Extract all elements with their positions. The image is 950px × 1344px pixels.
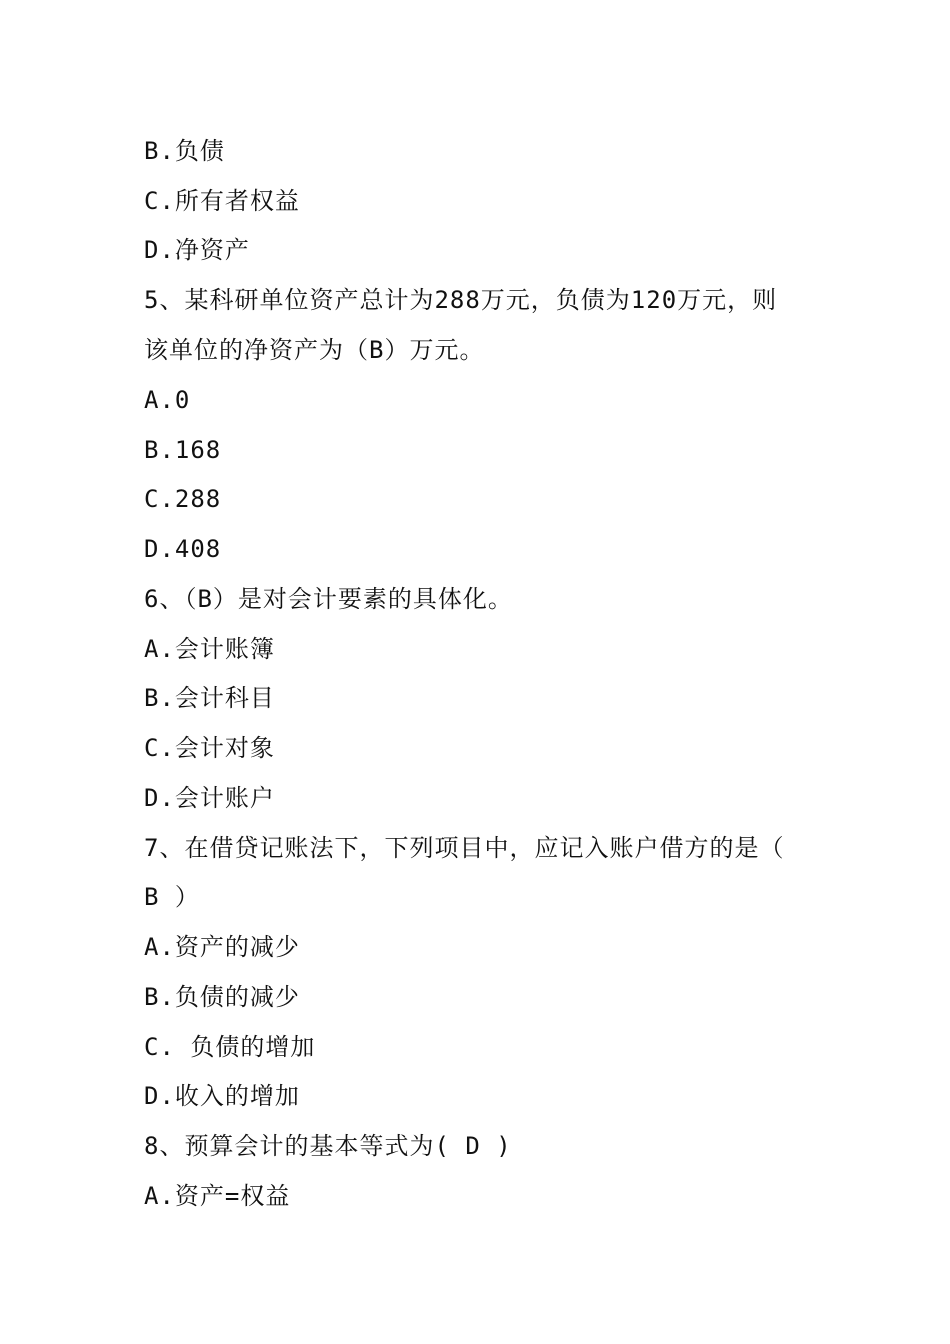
option-c-owners-equity: C.所有者权益 (144, 187, 300, 215)
q6-option-a: A.会计账簿 (144, 635, 275, 663)
question-7-line-1: 7、在借贷记账法下，下列项目中，应记入账户借方的是（ (144, 834, 785, 862)
q8-option-a: A.资产=权益 (144, 1182, 291, 1210)
q7-option-d: D.收入的增加 (144, 1082, 300, 1110)
q7-option-b: B.负债的减少 (144, 983, 300, 1011)
question-5-line-2: 该单位的净资产为（B）万元。 (144, 336, 485, 364)
option-d-net-assets: D.净资产 (144, 236, 250, 264)
q5-option-c: C.288 (144, 485, 222, 513)
q7-option-a: A.资产的减少 (144, 933, 300, 961)
q5-option-a: A.0 (144, 386, 191, 414)
question-5-line-1: 5、某科研单位资产总计为288万元，负债为120万元，则 (144, 286, 778, 314)
q5-option-d: D.408 (144, 535, 222, 563)
q6-option-c: C.会计对象 (144, 734, 275, 762)
q7-option-c: C. 负债的增加 (144, 1033, 316, 1061)
q5-option-b: B.168 (144, 436, 222, 464)
option-b-liabilities: B.负债 (144, 137, 225, 165)
question-7-line-2: B ） (144, 883, 200, 911)
question-8: 8、预算会计的基本等式为( D ) (144, 1132, 512, 1160)
question-6: 6、（B）是对会计要素的具体化。 (144, 585, 513, 613)
q6-option-b: B.会计科目 (144, 684, 275, 712)
q6-option-d: D.会计账户 (144, 784, 275, 812)
